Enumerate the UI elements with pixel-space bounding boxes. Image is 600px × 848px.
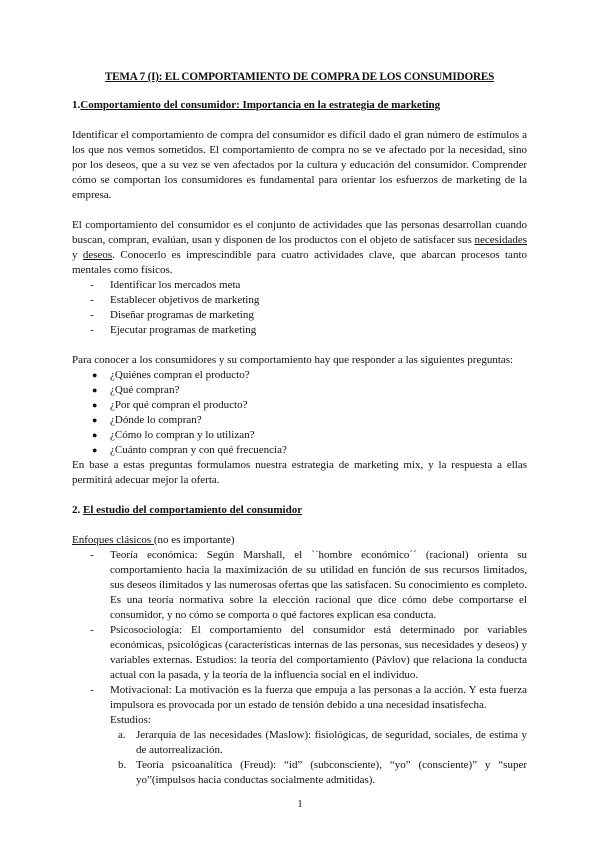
section1-conclusion: En base a estas preguntas formulamos nuestra estrategia de marketing mix, y la respuesta a ellas permitirá adecuar mejor la oferta.	[72, 459, 527, 486]
page-number: 1	[297, 798, 303, 810]
dash-marker: -	[90, 549, 94, 561]
questions-intro: Para conocer a los consumidores y su comportamiento hay que responder a las siguientes preguntas:	[72, 354, 514, 366]
list-item	[72, 368, 527, 383]
list-item	[72, 383, 527, 398]
section2-subheading	[72, 533, 527, 548]
list-item	[72, 413, 527, 428]
activities-list	[72, 278, 527, 338]
list-item	[72, 623, 527, 683]
bullet-icon: ●	[92, 415, 98, 425]
para2-text-mid: y	[72, 249, 83, 261]
list-item	[72, 548, 527, 623]
list-item	[72, 323, 527, 338]
list-item	[110, 728, 527, 758]
studies-list	[110, 728, 527, 788]
page-content	[72, 70, 527, 788]
list-item-text: ¿Cuánto compran y con qué frecuencia?	[110, 444, 287, 456]
bullet-icon: ●	[92, 430, 98, 440]
dash-marker: -	[90, 624, 94, 636]
list-item-text: Motivacional: La motivación es la fuerza que empuja a las personas a la acción. Y esta fuerza impulsora es provocada por un estado de tensión debido a una necesidad insatisfecha.	[110, 684, 527, 711]
dash-marker: -	[90, 294, 94, 306]
bullet-icon: ●	[92, 400, 98, 410]
section1-number: 1.	[72, 99, 81, 111]
underlined-necesidades: necesidades	[474, 234, 527, 246]
para2-text-start: El comportamiento del consumidor es el conjunto de actividades que las personas desarrollan cuando buscan, compran, evalúan, usan y disponen de los productos con el objeto de satisfacer sus	[72, 219, 527, 246]
document-title: TEMA 7 (I): EL COMPORTAMIENTO DE COMPRA DE LOS CONSUMIDORES	[104, 71, 495, 83]
list-item-text: ¿Por qué compran el producto?	[110, 399, 248, 411]
list-item	[72, 308, 527, 323]
list-item-text: Establecer objetivos de marketing	[110, 294, 260, 306]
alpha-marker: a.	[118, 729, 126, 741]
list-item-text: Teoría psicoanalítica (Freud): “id” (subconsciente), “yo” (consciente)” y “super yo”(impulsos hacia conductas socialmente admitidas).	[136, 759, 527, 786]
section2-number: 2.	[72, 504, 81, 516]
list-item-text: ¿Qué compran?	[110, 384, 180, 396]
dash-marker: -	[90, 309, 94, 321]
para2-text-end: . Conocerlo es imprescindible para cuatro actividades clave, que abarcan procesos tanto mentales como físicos.	[72, 249, 527, 276]
section1-heading	[72, 98, 527, 113]
studies-label: Estudios:	[110, 714, 151, 726]
dash-marker: -	[90, 324, 94, 336]
list-item-text: Teoría económica: Según Marshall, el ``hombre económico´´ (racional) orienta su comportamiento hacia la maximización de su utilidad en función de sus recursos limitados, sus deseos ilimitados y las numerosas ofertas que las satisfacen. Su conocimiento es completo. Es una teoría normativa sobre la elección racional que dice cómo debe comportarse el consumidor, y no cómo se comporta o qué factores explican esa conducta.	[110, 549, 527, 621]
section1-paragraph-1: Identificar el comportamiento de compra del consumidor es difícil dado el gran número de estímulos a los que nos vemos sometidos. El comportamiento de compra no se ve afectado por la necesidad, sino por los deseos, que a su vez se ven afectados por la cultura y educación del consumidor. Comprender cómo se comportan los consumidores es fundamental para orientar los esfuerzos de marketing de la empresa.	[72, 129, 527, 201]
questions-list	[72, 368, 527, 458]
list-item	[72, 398, 527, 413]
list-item	[72, 683, 527, 728]
subheading-underlined: Enfoques clásicos	[72, 534, 154, 546]
list-item	[110, 758, 527, 788]
alpha-marker: b.	[118, 759, 127, 771]
list-item	[72, 428, 527, 443]
bullet-icon: ●	[92, 370, 98, 380]
dash-marker: -	[90, 684, 94, 696]
list-item	[72, 443, 527, 458]
bullet-icon: ●	[92, 385, 98, 395]
list-item-text: Jerarquía de las necesidades (Maslow): fisiológicas, de seguridad, sociales, de estima y de autorrealización.	[136, 729, 527, 756]
bullet-icon: ●	[92, 445, 98, 455]
list-item-text: ¿Dónde lo compran?	[110, 414, 202, 426]
list-item	[72, 293, 527, 308]
list-item	[72, 278, 527, 293]
list-item-text: ¿Cómo lo compran y lo utilizan?	[110, 429, 255, 441]
list-item-text: Diseñar programas de marketing	[110, 309, 254, 321]
approaches-list	[72, 548, 527, 728]
section1-paragraph-2	[72, 218, 527, 278]
subheading-note: (no es importante)	[153, 534, 235, 546]
dash-marker: -	[90, 279, 94, 291]
underlined-deseos: deseos	[82, 249, 113, 261]
section2-heading-text: El estudio del comportamiento del consumidor	[83, 504, 303, 516]
section1-heading-text: Comportamiento del consumidor: Importancia en la estrategia de marketing	[80, 99, 441, 111]
list-item-text: Identificar los mercados meta	[110, 279, 241, 291]
section2-heading	[72, 503, 527, 518]
list-item-text: Ejecutar programas de marketing	[110, 324, 257, 336]
list-item-text: Psicosociología: El comportamiento del consumidor está determinado por variables económicas, psicológicas (características internas de las personas, sus necesidades y deseos) y variables externas. Estudios: la teoría del comportamiento (Pávlov) que relaciona la conducta actual con la pasada, y la teoría de la influencia social en el individuo.	[110, 624, 527, 681]
list-item-text: ¿Quiénes compran el producto?	[110, 369, 250, 381]
